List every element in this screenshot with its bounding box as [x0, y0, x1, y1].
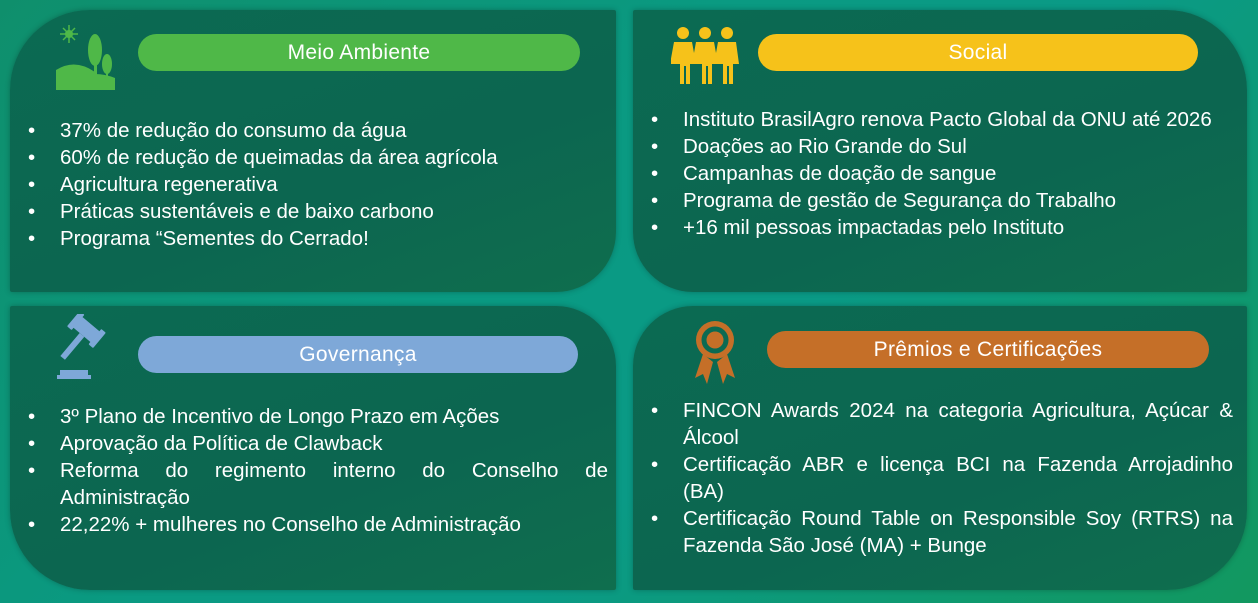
list-item: • Práticas sustentáveis e de baixo carbono	[10, 198, 600, 225]
landscape-tree-icon	[55, 22, 115, 90]
awards-title: Prêmios e Certificações	[767, 331, 1209, 368]
award-ribbon-icon	[695, 320, 735, 386]
social-list	[633, 106, 1233, 241]
list-item: • Reforma do regimento interno do Conselho de Administração	[10, 457, 608, 511]
social-card	[633, 10, 1247, 292]
environment-list	[10, 117, 600, 252]
list-item: • Aprovação da Política de Clawback	[10, 430, 608, 457]
social-title: Social	[758, 34, 1198, 71]
list-item: • FINCON Awards 2024 na categoria Agricultura, Açúcar & Álcool	[633, 397, 1233, 451]
list-item: • Doações ao Rio Grande do Sul	[633, 133, 1233, 160]
list-item: • Campanhas de doação de sangue	[633, 160, 1233, 187]
list-item: • Certificação Round Table on Responsible Soy (RTRS) na Fazenda São José (MA) + Bunge	[633, 505, 1233, 559]
list-item: • 37% de redução do consumo da água	[10, 117, 600, 144]
environment-card	[10, 10, 616, 292]
list-item: • Programa de gestão de Segurança do Trabalho	[633, 187, 1233, 214]
awards-card	[633, 306, 1247, 590]
governance-list	[10, 403, 608, 538]
people-icon	[671, 26, 739, 84]
gavel-icon	[56, 314, 112, 380]
governance-title: Governança	[138, 336, 578, 373]
list-item: • 60% de redução de queimadas da área agrícola	[10, 144, 600, 171]
list-item: • Agricultura regenerativa	[10, 171, 600, 198]
list-item: • Instituto BrasilAgro renova Pacto Global da ONU até 2026	[633, 106, 1233, 133]
awards-list	[633, 397, 1233, 559]
list-item: • Programa “Sementes do Cerrado!	[10, 225, 600, 252]
environment-title: Meio Ambiente	[138, 34, 580, 71]
list-item: • +16 mil pessoas impactadas pelo Instituto	[633, 214, 1233, 241]
list-item: • 22,22% + mulheres no Conselho de Administração	[10, 511, 608, 538]
list-item: • Certificação ABR e licença BCI na Fazenda Arrojadinho (BA)	[633, 451, 1233, 505]
governance-card	[10, 306, 616, 590]
list-item: • 3º Plano de Incentivo de Longo Prazo em Ações	[10, 403, 608, 430]
